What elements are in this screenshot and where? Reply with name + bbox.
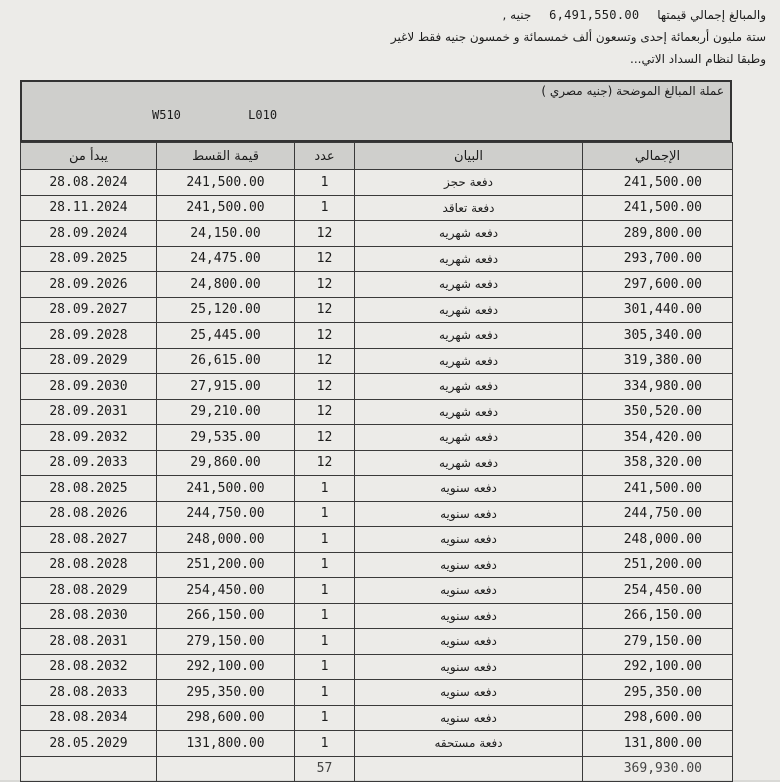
cell-count: 1 <box>295 731 355 757</box>
cell-total: 301,440.00 <box>583 297 733 323</box>
intro-line-1 <box>6 4 766 26</box>
cell-count: 1 <box>295 705 355 731</box>
cell-start: 28.08.2028 <box>21 552 157 578</box>
cell-description: دفعه سنويه <box>355 578 583 604</box>
cell-installment <box>157 756 295 782</box>
col-installment: قيمة القسط <box>157 143 295 170</box>
table-row <box>21 425 733 451</box>
cell-count: 1 <box>295 578 355 604</box>
cell-count: 1 <box>295 170 355 196</box>
cell-start: 28.09.2025 <box>21 246 157 272</box>
cell-description: دفعة تعاقد <box>355 195 583 221</box>
table-row <box>21 603 733 629</box>
cell-start: 28.09.2033 <box>21 450 157 476</box>
cell-count: 12 <box>295 374 355 400</box>
cell-start: 28.08.2024 <box>21 170 157 196</box>
cell-total: 293,700.00 <box>583 246 733 272</box>
table-row <box>21 527 733 553</box>
cell-installment: 27,915.00 <box>157 374 295 400</box>
cell-count: 1 <box>295 654 355 680</box>
cell-start: 28.08.2030 <box>21 603 157 629</box>
intro-currency: جنيه , <box>502 8 532 22</box>
table-row <box>21 501 733 527</box>
table-row <box>21 731 733 757</box>
intro-total-amount: 6,491,550.00 <box>549 8 640 22</box>
table-row <box>21 680 733 706</box>
cell-total: 244,750.00 <box>583 501 733 527</box>
table-row <box>21 170 733 196</box>
cell-total: 354,420.00 <box>583 425 733 451</box>
cell-start: 28.09.2026 <box>21 272 157 298</box>
cell-start: 28.05.2029 <box>21 731 157 757</box>
cell-description: دفعة حجز <box>355 170 583 196</box>
cell-total: 350,520.00 <box>583 399 733 425</box>
cell-total: 248,000.00 <box>583 527 733 553</box>
cell-total: 251,200.00 <box>583 552 733 578</box>
intro-text <box>6 4 766 70</box>
intro-line-3: وطبقا لنظام السداد الاتي... <box>630 52 766 66</box>
cell-installment: 29,535.00 <box>157 425 295 451</box>
cell-count: 12 <box>295 297 355 323</box>
table-row <box>21 399 733 425</box>
intro-line-2: ستة مليون أربعمائة إحدى وتسعون ألف خمسمائة و خمسون جنيه فقط لاغير <box>390 30 766 44</box>
cell-start: 28.09.2028 <box>21 323 157 349</box>
cell-installment: 279,150.00 <box>157 629 295 655</box>
cell-count: 1 <box>295 527 355 553</box>
cell-total: 334,980.00 <box>583 374 733 400</box>
cell-start <box>21 756 157 782</box>
table-row <box>21 246 733 272</box>
cell-installment: 25,120.00 <box>157 297 295 323</box>
cell-description: دفعه سنويه <box>355 603 583 629</box>
cell-count: 12 <box>295 272 355 298</box>
cell-total: 297,600.00 <box>583 272 733 298</box>
cell-count: 1 <box>295 680 355 706</box>
table-row <box>21 705 733 731</box>
table-row <box>21 374 733 400</box>
cell-start: 28.08.2029 <box>21 578 157 604</box>
cell-start: 28.08.2032 <box>21 654 157 680</box>
cell-start: 28.09.2031 <box>21 399 157 425</box>
cell-total: 289,800.00 <box>583 221 733 247</box>
cell-start: 28.09.2030 <box>21 374 157 400</box>
payment-schedule <box>20 80 732 782</box>
cell-installment: 298,600.00 <box>157 705 295 731</box>
cell-installment: 266,150.00 <box>157 603 295 629</box>
table-row <box>21 450 733 476</box>
col-description: البيان <box>355 143 583 170</box>
cell-count: 1 <box>295 603 355 629</box>
cell-start: 28.11.2024 <box>21 195 157 221</box>
table-row <box>21 629 733 655</box>
cell-count: 12 <box>295 425 355 451</box>
cell-description: دفعه سنويه <box>355 654 583 680</box>
cell-count: 1 <box>295 629 355 655</box>
unit-codes <box>152 108 337 122</box>
cell-description: دفعه سنويه <box>355 527 583 553</box>
cell-installment: 295,350.00 <box>157 680 295 706</box>
cell-description: دفعه شهريه <box>355 425 583 451</box>
cell-total: 241,500.00 <box>583 170 733 196</box>
table-row <box>21 348 733 374</box>
cell-description: دفعة مستحقه <box>355 731 583 757</box>
table-row <box>21 756 733 782</box>
cell-total: 292,100.00 <box>583 654 733 680</box>
cell-start: 28.08.2027 <box>21 527 157 553</box>
cell-installment: 29,860.00 <box>157 450 295 476</box>
cell-description: دفعه شهريه <box>355 450 583 476</box>
cell-count: 57 <box>295 756 355 782</box>
cell-start: 28.09.2032 <box>21 425 157 451</box>
cell-description: دفعه سنويه <box>355 705 583 731</box>
col-total: الإجمالي <box>583 143 733 170</box>
cell-installment: 29,210.00 <box>157 399 295 425</box>
cell-start: 28.08.2033 <box>21 680 157 706</box>
cell-description: دفعه شهريه <box>355 272 583 298</box>
cell-description: دفعه سنويه <box>355 629 583 655</box>
cell-count: 12 <box>295 323 355 349</box>
cell-start: 28.08.2025 <box>21 476 157 502</box>
cell-description: دفعه سنويه <box>355 501 583 527</box>
cell-installment: 25,445.00 <box>157 323 295 349</box>
unit-code: W510 <box>152 108 181 122</box>
cell-installment: 244,750.00 <box>157 501 295 527</box>
table-row <box>21 297 733 323</box>
cell-start: 28.08.2026 <box>21 501 157 527</box>
table-row <box>21 654 733 680</box>
cell-description <box>355 756 583 782</box>
cell-total: 305,340.00 <box>583 323 733 349</box>
table-row <box>21 221 733 247</box>
intro-total-label: والمبالغ إجمالي قيمتها <box>657 8 766 22</box>
cell-count: 12 <box>295 221 355 247</box>
cell-installment: 248,000.00 <box>157 527 295 553</box>
cell-start: 28.09.2024 <box>21 221 157 247</box>
cell-installment: 241,500.00 <box>157 195 295 221</box>
cell-total: 298,600.00 <box>583 705 733 731</box>
cell-total: 241,500.00 <box>583 476 733 502</box>
cell-total: 319,380.00 <box>583 348 733 374</box>
cell-installment: 251,200.00 <box>157 552 295 578</box>
cell-count: 12 <box>295 348 355 374</box>
table-row <box>21 195 733 221</box>
table-row <box>21 476 733 502</box>
cell-installment: 24,800.00 <box>157 272 295 298</box>
cell-installment: 24,475.00 <box>157 246 295 272</box>
cell-start: 28.08.2031 <box>21 629 157 655</box>
table-row <box>21 272 733 298</box>
cell-installment: 241,500.00 <box>157 170 295 196</box>
cell-total: 279,150.00 <box>583 629 733 655</box>
currency-note: عملة المبالغ الموضحة (جنيه مصري ) <box>541 84 724 98</box>
cell-description: دفعه شهريه <box>355 323 583 349</box>
cell-description: دفعه سنويه <box>355 476 583 502</box>
cell-installment: 131,800.00 <box>157 731 295 757</box>
cell-total: 295,350.00 <box>583 680 733 706</box>
cell-installment: 24,150.00 <box>157 221 295 247</box>
level-code: L010 <box>248 108 278 122</box>
cell-installment: 254,450.00 <box>157 578 295 604</box>
cell-count: 12 <box>295 450 355 476</box>
cell-description: دفعه شهريه <box>355 374 583 400</box>
cell-description: دفعه شهريه <box>355 246 583 272</box>
cell-start: 28.09.2029 <box>21 348 157 374</box>
cell-total: 254,450.00 <box>583 578 733 604</box>
cell-count: 12 <box>295 399 355 425</box>
cell-total: 369,930.00 <box>583 756 733 782</box>
col-count: عدد <box>295 143 355 170</box>
cell-count: 12 <box>295 246 355 272</box>
col-start: يبدأ من <box>21 143 157 170</box>
cell-description: دفعه سنويه <box>355 680 583 706</box>
cell-installment: 241,500.00 <box>157 476 295 502</box>
cell-count: 1 <box>295 501 355 527</box>
cell-count: 1 <box>295 552 355 578</box>
cell-count: 1 <box>295 476 355 502</box>
cell-total: 266,150.00 <box>583 603 733 629</box>
cell-installment: 26,615.00 <box>157 348 295 374</box>
table-header-band <box>20 80 732 142</box>
table-row <box>21 552 733 578</box>
column-header-row <box>21 143 733 170</box>
cell-start: 28.09.2027 <box>21 297 157 323</box>
schedule-table <box>20 142 733 782</box>
cell-description: دفعه شهريه <box>355 348 583 374</box>
cell-description: دفعه شهريه <box>355 399 583 425</box>
cell-total: 241,500.00 <box>583 195 733 221</box>
cell-description: دفعه شهريه <box>355 297 583 323</box>
cell-installment: 292,100.00 <box>157 654 295 680</box>
cell-start: 28.08.2034 <box>21 705 157 731</box>
cell-description: دفعه سنويه <box>355 552 583 578</box>
cell-total: 358,320.00 <box>583 450 733 476</box>
cell-total: 131,800.00 <box>583 731 733 757</box>
table-row <box>21 578 733 604</box>
cell-count: 1 <box>295 195 355 221</box>
cell-description: دفعه شهريه <box>355 221 583 247</box>
table-row <box>21 323 733 349</box>
